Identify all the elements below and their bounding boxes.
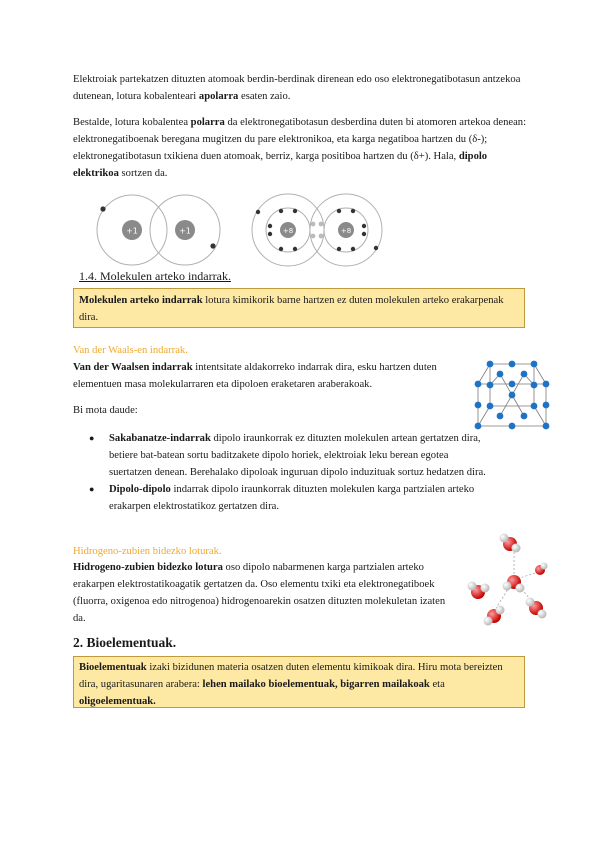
water-molecules-image [458,528,550,634]
box-term: Molekulen arteko indarrak [79,295,203,306]
electron [100,206,105,211]
list-item-dipolo-dipolo [73,481,493,515]
term-van-der-waalsen: Van der Waalsen indarrak [73,362,193,373]
two-types-label: Bi mota daude: [73,405,138,416]
electrons [256,209,378,251]
hydrogen-heading: Hidrogeno-zubien bidezko loturak. [73,546,222,557]
term-hidrogeno-zubien: Hidrogeno-zubien bidezko lotura [73,562,223,573]
water-molecule [500,534,521,553]
text: intentsitate aldakorreko indarrak dira, esku hartzen duten elementuen masa molekularraren eta dipoloen eraketaren araberakoak. [73,362,437,390]
shared-electrons [311,222,324,239]
text: dipolo iraunkorrak ez dituzten molekulen artean gertatzen dira, betiere bat-batean sortu baditzakete dipolo horiek, elektroiak leku berean egotea suertatzen denean. Berehalako dipoloak inguruan dipolo induzituak sortuz hedatzen dira. [109,433,486,478]
electron [210,243,215,248]
definition-box-bioelementuak [73,656,525,708]
water-molecule [503,575,525,593]
vdw-paragraph [73,359,468,393]
text: oso dipolo nabarmenen karga partzialen arteko erakarpen elektrostatikoagatik gertatzen da. Oso elementu txiki eta elektronegatiboek (fluorra, oxigenoa edo nitrogenoa) hidrogenoarekin osatzen dituzten molekuletan izaten da. [73,562,446,624]
term-dipolo-elektrikoa: dipolo elektrikoa [73,151,488,179]
box-term-bioelementuak: Bioelementuak [79,662,147,673]
text: esaten zaio. [238,91,291,102]
term-dipolo-dipolo: Dipolo-dipolo [109,484,171,495]
text: Elektroiak partekatzen dituzten atomoak berdin-berdinak direnean edo oso elektronegatibotasun antzekoa dutenean, lotura kobalenteari [73,74,521,102]
apolar-bond-figure [96,190,226,270]
box-text: izaki bizidunen materia osatzen duten elementu kimikoak dira. Hiru mota bereizten dira, ugaritasunaren arabera: [79,662,503,690]
left-nucleus-label: +1 [126,226,138,236]
section-heading-2: 2. Bioelementuak. [73,635,177,650]
right-nucleus-label: +1 [179,226,191,236]
right-nucleus-label: +8 [340,227,352,235]
intro-paragraph-polar [73,114,528,182]
water-molecule [468,582,490,600]
water-molecule [526,598,547,619]
crystal-lattice-image [472,354,552,434]
box-text: eta [429,679,445,690]
box-text: lotura kimikorik barne hartzen ez duten molekulen arteko erakarpenak dira. [79,295,504,323]
list-item-sakabanatze [73,430,493,481]
text: indarrak dipolo iraunkorrak dituzten molekulen karga partzialen arteko erakarpen elektrostatikoz gertatzen dira. [109,484,475,512]
polar-bond-figure [250,188,384,272]
box-term-mailak: lehen mailako bioelementuak, bigarren mailakoak [202,679,430,690]
text: Bestalde, lotura kobalentea [73,117,191,128]
term-sakabanatze: Sakabanatze-indarrak [109,433,211,444]
text: sortzen da. [118,168,168,179]
hydrogen-paragraph [73,559,458,627]
term-polarra: polarra [190,117,225,128]
section-heading-1-4: 1.4. Molekulen arteko indarrak. [79,269,231,283]
water-molecule [484,606,505,626]
vdw-heading: Van der Waals-en indarrak. [73,345,188,356]
text: da elektronegatibotasun desberdina duten bi atomoren artekoa denean: elektronegatiboenak beregana mugitzen du pare elektronikoa, eta karga negatiboa hartzen du (δ-); elektronegatibotasun txikiena duen atomoak, berriz, karga positiboa hartzen du (δ+). Hala, [73,117,527,162]
left-nucleus-label: +8 [282,227,294,235]
box-term-oligoelementuak: oligoelementuak. [79,696,156,707]
definition-box-molekulen-arteko-indarrak [73,288,525,328]
intro-paragraph-apolar [73,71,528,105]
water-molecule [535,563,548,576]
term-apolarra: apolarra [198,91,239,102]
force-types-list [73,430,493,515]
